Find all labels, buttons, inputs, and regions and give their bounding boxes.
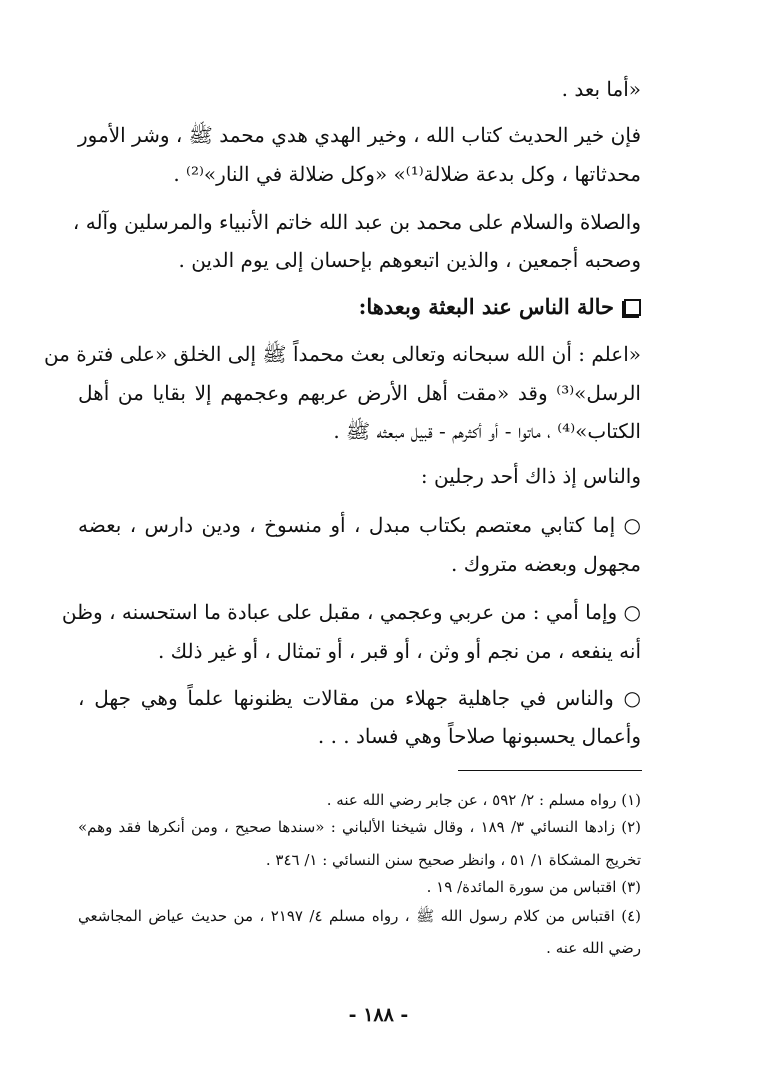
section-line-4: والناس إذ ذاك أحد رجلين : bbox=[420, 464, 641, 488]
footnote-4-line-2: رضي الله عنه . bbox=[546, 939, 641, 957]
footnote-2-line-2: تخريج المشكاة ١/ ٥١ ، وانظر صحيح سنن النسائي : ١/ ٣٤٦ . bbox=[265, 851, 641, 869]
body-line-4: والصلاة والسلام على محمد بن عبد الله خاتم الأنبياء والمرسلين وآله ، bbox=[72, 210, 641, 234]
bullet-1-line-1: ○ إما كتابي معتصم بكتاب مبدل ، أو منسوخ ، ودين دارس ، بعضه bbox=[78, 513, 642, 537]
bullet-3-line-2: وأعمال يحسبونها صلاحاً وهي فساد . . . bbox=[317, 724, 641, 748]
section-line-3: الكتاب»⁽⁴⁾ ، ماتوا - أو أكثرهم - قبيل مبعثه ﷺ . bbox=[333, 419, 641, 443]
body-line-1: «أما بعد . bbox=[561, 77, 641, 101]
page-number: - ١٨٨ - bbox=[348, 1004, 409, 1026]
section-line-1: «اعلم : أن الله سبحانه وتعالى بعث محمداً ﷺ إلى الخلق «على فترة من bbox=[43, 342, 641, 366]
section-heading-text: حالة الناس عند البعثة وبعدها: bbox=[358, 294, 614, 319]
section-line-2: الرسل»⁽³⁾ وقد «مقت أهل الأرض عربهم وعجمهم إلا بقايا من أهل bbox=[78, 381, 641, 405]
body-line-2: فإن خير الحديث كتاب الله ، وخير الهدي هدي محمد ﷺ ، وشر الأمور bbox=[78, 123, 641, 147]
footnote-1: (١) رواه مسلم : ٢/ ٥٩٢ ، عن جابر رضي الله عنه . bbox=[326, 791, 641, 809]
body-line-5: وصحبه أجمعين ، والذين اتبعوهم بإحسان إلى يوم الدين . bbox=[178, 248, 641, 272]
square-bullet-icon bbox=[624, 299, 641, 316]
body-line-3: محدثاتها ، وكل بدعة ضلالة⁽¹⁾» «وكل ضلالة في النار»⁽²⁾ . bbox=[173, 162, 641, 186]
bullet-2-line-1: ○ وإما أمي : من عربي وعجمي ، مقبل على عبادة ما استحسنه ، وظن bbox=[61, 600, 641, 624]
bullet-3-line-1: ○ والناس في جاهلية جهلاء من مقالات يظنونها علماً وهي جهل ، bbox=[78, 686, 641, 710]
bullet-2-line-2: أنه ينفعه ، من نجم أو وثن ، أو قبر ، أو تمثال ، أو غير ذلك . bbox=[157, 639, 641, 663]
section-heading bbox=[78, 291, 641, 323]
footnote-2-line-1: (٢) زادها النسائي ٣/ ١٨٩ ، وقال شيخنا الألباني : «سندها صحيح ، ومن أنكرها فقد وهم» bbox=[78, 818, 641, 836]
footnote-3: (٣) اقتباس من سورة المائدة/ ١٩ . bbox=[426, 878, 641, 896]
bullet-1-line-2: مجهول وبعضه متروك . bbox=[451, 552, 641, 576]
footnote-4-line-1: (٤) اقتباس من كلام رسول الله ﷺ ، رواه مسلم ٤/ ٢١٩٧ ، من حديث عياض المجاشعي bbox=[78, 907, 641, 925]
footnote-divider bbox=[458, 770, 642, 771]
